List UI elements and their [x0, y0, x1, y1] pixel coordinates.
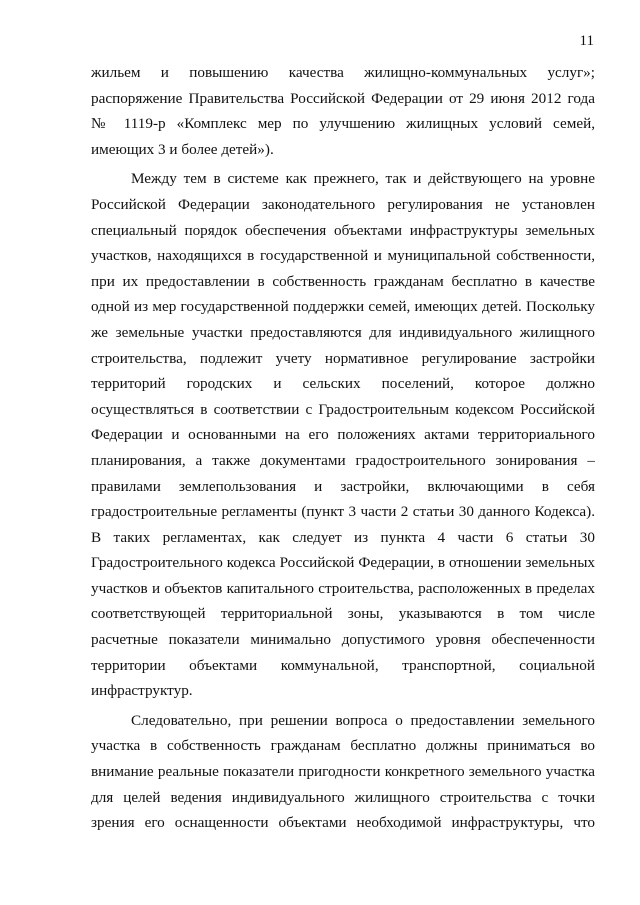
text-line: планирования, а также документами градостроительного зонирования – [91, 451, 595, 469]
text-line: Следовательно, при решении вопроса о предоставлении земельного [131, 711, 595, 729]
document-body [91, 60, 595, 836]
text-line: осуществляться в соответствии с Градостроительным кодексом Российской [91, 400, 595, 418]
paragraph [91, 166, 595, 703]
paragraph [91, 708, 595, 836]
text-line: Между тем в системе как прежнего, так и действующего на уровне [131, 170, 595, 188]
text-line: правилами землепользования и застройки, включающими в себя [91, 477, 595, 495]
text-line: строительства, подлежит учету нормативное регулирование застройки [91, 349, 595, 367]
text-line: участков, находящихся в государственной и муниципальной собственности, [91, 247, 595, 265]
text-line: В таких регламентах, как следует из пункта 4 части 6 статьи 30 [91, 528, 595, 546]
text-line: же земельные участки предоставляются для индивидуального жилищного [91, 323, 595, 341]
text-line: соответствующей территориальной зоны, указываются в том числе [91, 605, 595, 623]
text-line: градостроительные регламенты (пункт 3 части 2 статьи 30 данного Кодекса). [91, 503, 595, 521]
paragraph [91, 60, 595, 162]
text-line: территорий городских и сельских поселений, которое должно [91, 375, 595, 393]
text-line: инфраструктур. [91, 682, 193, 700]
text-line: территории объектами коммунальной, транспортной, социальной [91, 656, 595, 674]
text-line: при их предоставлении в собственность гражданам бесплатно в качестве [91, 272, 595, 290]
text-line: Градостроительного кодекса Российской Федерации, в отношении земельных [91, 554, 595, 572]
text-line: жильем и повышению качества жилищно-коммунальных услуг»; [91, 64, 595, 81]
text-line: зрения его оснащенности объектами необходимой инфраструктуры, что [91, 814, 595, 832]
text-line: имеющих 3 и более детей»). [91, 140, 274, 158]
text-line: участка в собственность гражданам бесплатно должны приниматься во [91, 737, 595, 755]
text-line: Российской Федерации законодательного регулирования не установлен [91, 195, 595, 213]
text-line: для целей ведения индивидуального жилищного строительства с точки [91, 788, 595, 806]
page-number: 11 [579, 33, 594, 49]
text-line: специальный порядок обеспечения объектами инфраструктуры земельных [91, 221, 595, 239]
text-line: участков и объектов капитального строительства, расположенных в пределах [91, 579, 595, 597]
text-line: внимание реальные показатели пригодности конкретного земельного участка [91, 763, 595, 781]
text-line: одной из мер государственной поддержки семей, имеющих детей. Поскольку [91, 298, 595, 316]
text-line: Федерации и основанными на его положениях актами территориального [91, 426, 595, 444]
text-line: распоряжение Правительства Российской Федерации от 29 июня 2012 года [91, 89, 595, 107]
text-line: расчетные показатели минимально допустимого уровня обеспеченности [91, 631, 595, 649]
text-line: № 1119-р «Комплекс мер по улучшению жилищных условий семей, [91, 115, 595, 133]
